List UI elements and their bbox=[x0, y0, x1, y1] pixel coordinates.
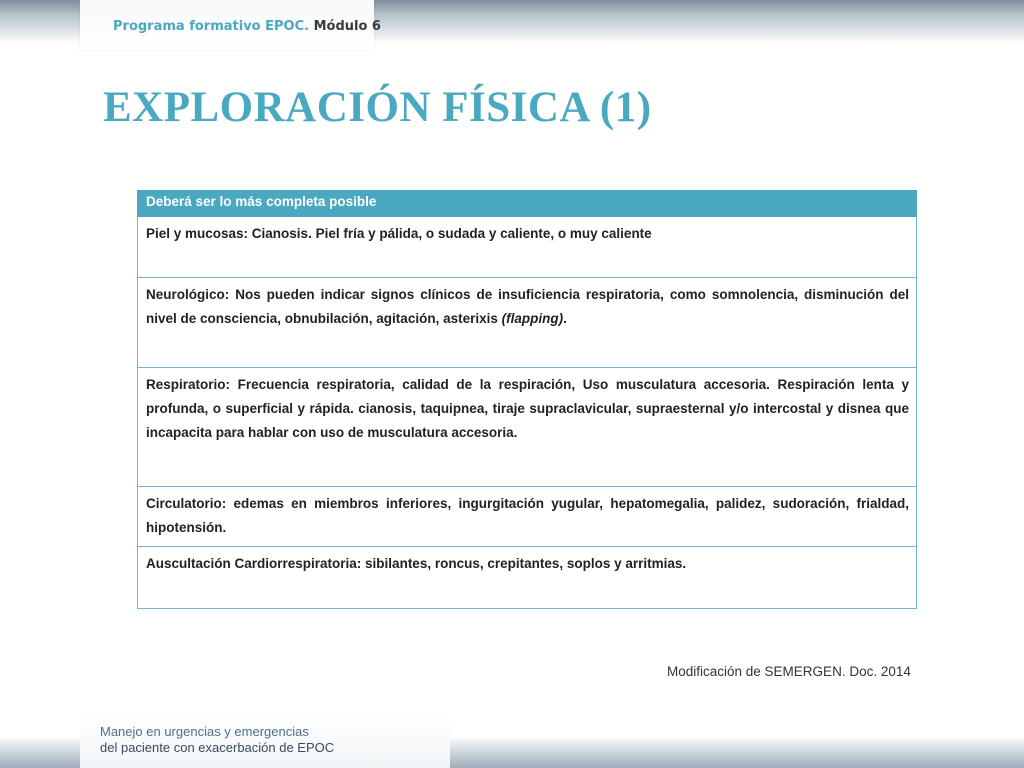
row-neurologico bbox=[138, 278, 917, 368]
table-header-row bbox=[138, 191, 917, 217]
row-circulatorio: Circulatorio: edemas en miembros inferiores, ingurgitación yugular, hepatomegalia, palidez, sudoración, frialdad, hipotensión. bbox=[138, 487, 917, 547]
neuro-italic-text: (flapping) bbox=[501, 311, 564, 326]
footer-line-1: Manejo en urgencias y emergencias bbox=[100, 724, 309, 739]
table-header-cell: Deberá ser lo más completa posible bbox=[138, 191, 917, 217]
table-row bbox=[138, 368, 917, 487]
table-row bbox=[138, 487, 917, 547]
table-row bbox=[138, 217, 917, 278]
exploration-table bbox=[137, 190, 917, 609]
neuro-text: Neurológico: Nos pueden indicar signos clínicos de insuficiencia respiratoria, como somnolencia, disminución del nivel de consciencia, obnubilación, agitación, asterixis bbox=[146, 287, 909, 326]
neuro-end: . bbox=[563, 311, 567, 326]
slide-title: EXPLORACIÓN FÍSICA (1) bbox=[103, 84, 652, 131]
row-respiratorio: Respiratorio: Frecuencia respiratoria, calidad de la respiración, Uso musculatura accesoria. Respiración lenta y profunda, o superficial y rápida. cianosis, taquipnea, tiraje supraclavicular, supraesternal y/o intercostal y disnea que incapacita para hablar con uso de musculatura accesoria. bbox=[138, 368, 917, 487]
row-auscultacion: Auscultación Cardiorrespiratoria: sibilantes, roncus, crepitantes, soplos y arritmias. bbox=[138, 547, 917, 609]
program-prefix: Programa formativo EPOC. bbox=[113, 19, 310, 34]
table-row bbox=[138, 547, 917, 609]
row-piel: Piel y mucosas: Cianosis. Piel fría y pálida, o sudada y caliente, o muy caliente bbox=[138, 217, 917, 278]
source-note: Modificación de SEMERGEN. Doc. 2014 bbox=[667, 664, 911, 679]
footer-line-2: del paciente con exacerbación de EPOC bbox=[100, 740, 335, 755]
program-label bbox=[113, 19, 381, 34]
table-row bbox=[138, 278, 917, 368]
module-label: Módulo 6 bbox=[313, 19, 381, 34]
